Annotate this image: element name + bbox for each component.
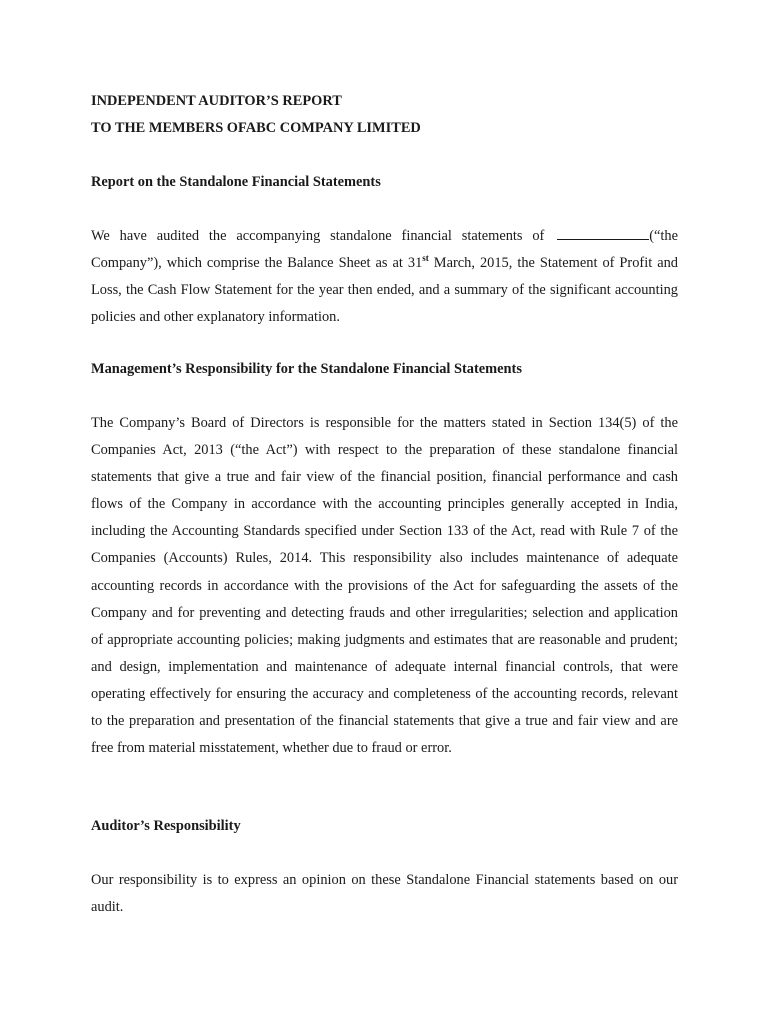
section-heading-standalone-statements: Report on the Standalone Financial Statements (91, 174, 381, 190)
date-ordinal-suffix: st (422, 253, 429, 264)
audit-scope-text-middle: (“the Company”), which comprise the Balance Sheet as at 31 (91, 228, 678, 272)
company-name-blank (557, 225, 649, 240)
paragraph-management-responsibility: The Company’s Board of Directors is responsible for the matters stated in Section 134(5) of the Companies Act, 2013 (“the Act”) with respect to the preparation of these standalone financial statements that give a true and fair view of the financial position, financial performance and cash flows of the Company in accordance with the accounting principles generally accepted in India, including the Accounting Standards specified under Section 133 of the Act, read with Rule 7 of the Companies (Accounts) Rules, 2014. This responsibility also includes maintenance of adequate accounting records in accordance with the provisions of the Act for safeguarding the assets of the Company and for preventing and detecting frauds and other irregularities; selection and application of appropriate accounting policies; making judgments and estimates that are reasonable and prudent; and design, implementation and maintenance of adequate internal financial controls, that were operating effectively for ensuring the accuracy and completeness of the accounting records, relevant to the preparation and presentation of the financial statements that give a true and fair view and are free from material misstatement, whether due to fraud or error. (91, 415, 678, 757)
audit-scope-text-end: March, 2015, the Statement of Profit and Loss, the Cash Flow Statement for the year then ended, and a summary of the significant accounting policies and other explanatory information. (91, 255, 678, 326)
audit-scope-text-start: We have audited the accompanying standalone financial statements of (91, 228, 545, 244)
paragraph-auditor-responsibility: Our responsibility is to express an opinion on these Standalone Financial statements based on our audit. (91, 872, 678, 916)
report-title: INDEPENDENT AUDITOR’S REPORT (91, 93, 342, 109)
report-title-block (91, 88, 678, 142)
section-heading-management-responsibility: Management’s Responsibility for the Standalone Financial Statements (91, 361, 522, 377)
report-addressee: TO THE MEMBERS OFABC COMPANY LIMITED (91, 120, 421, 136)
paragraph-audit-scope (91, 223, 678, 331)
section-heading-auditor-responsibility: Auditor’s Responsibility (91, 818, 241, 834)
